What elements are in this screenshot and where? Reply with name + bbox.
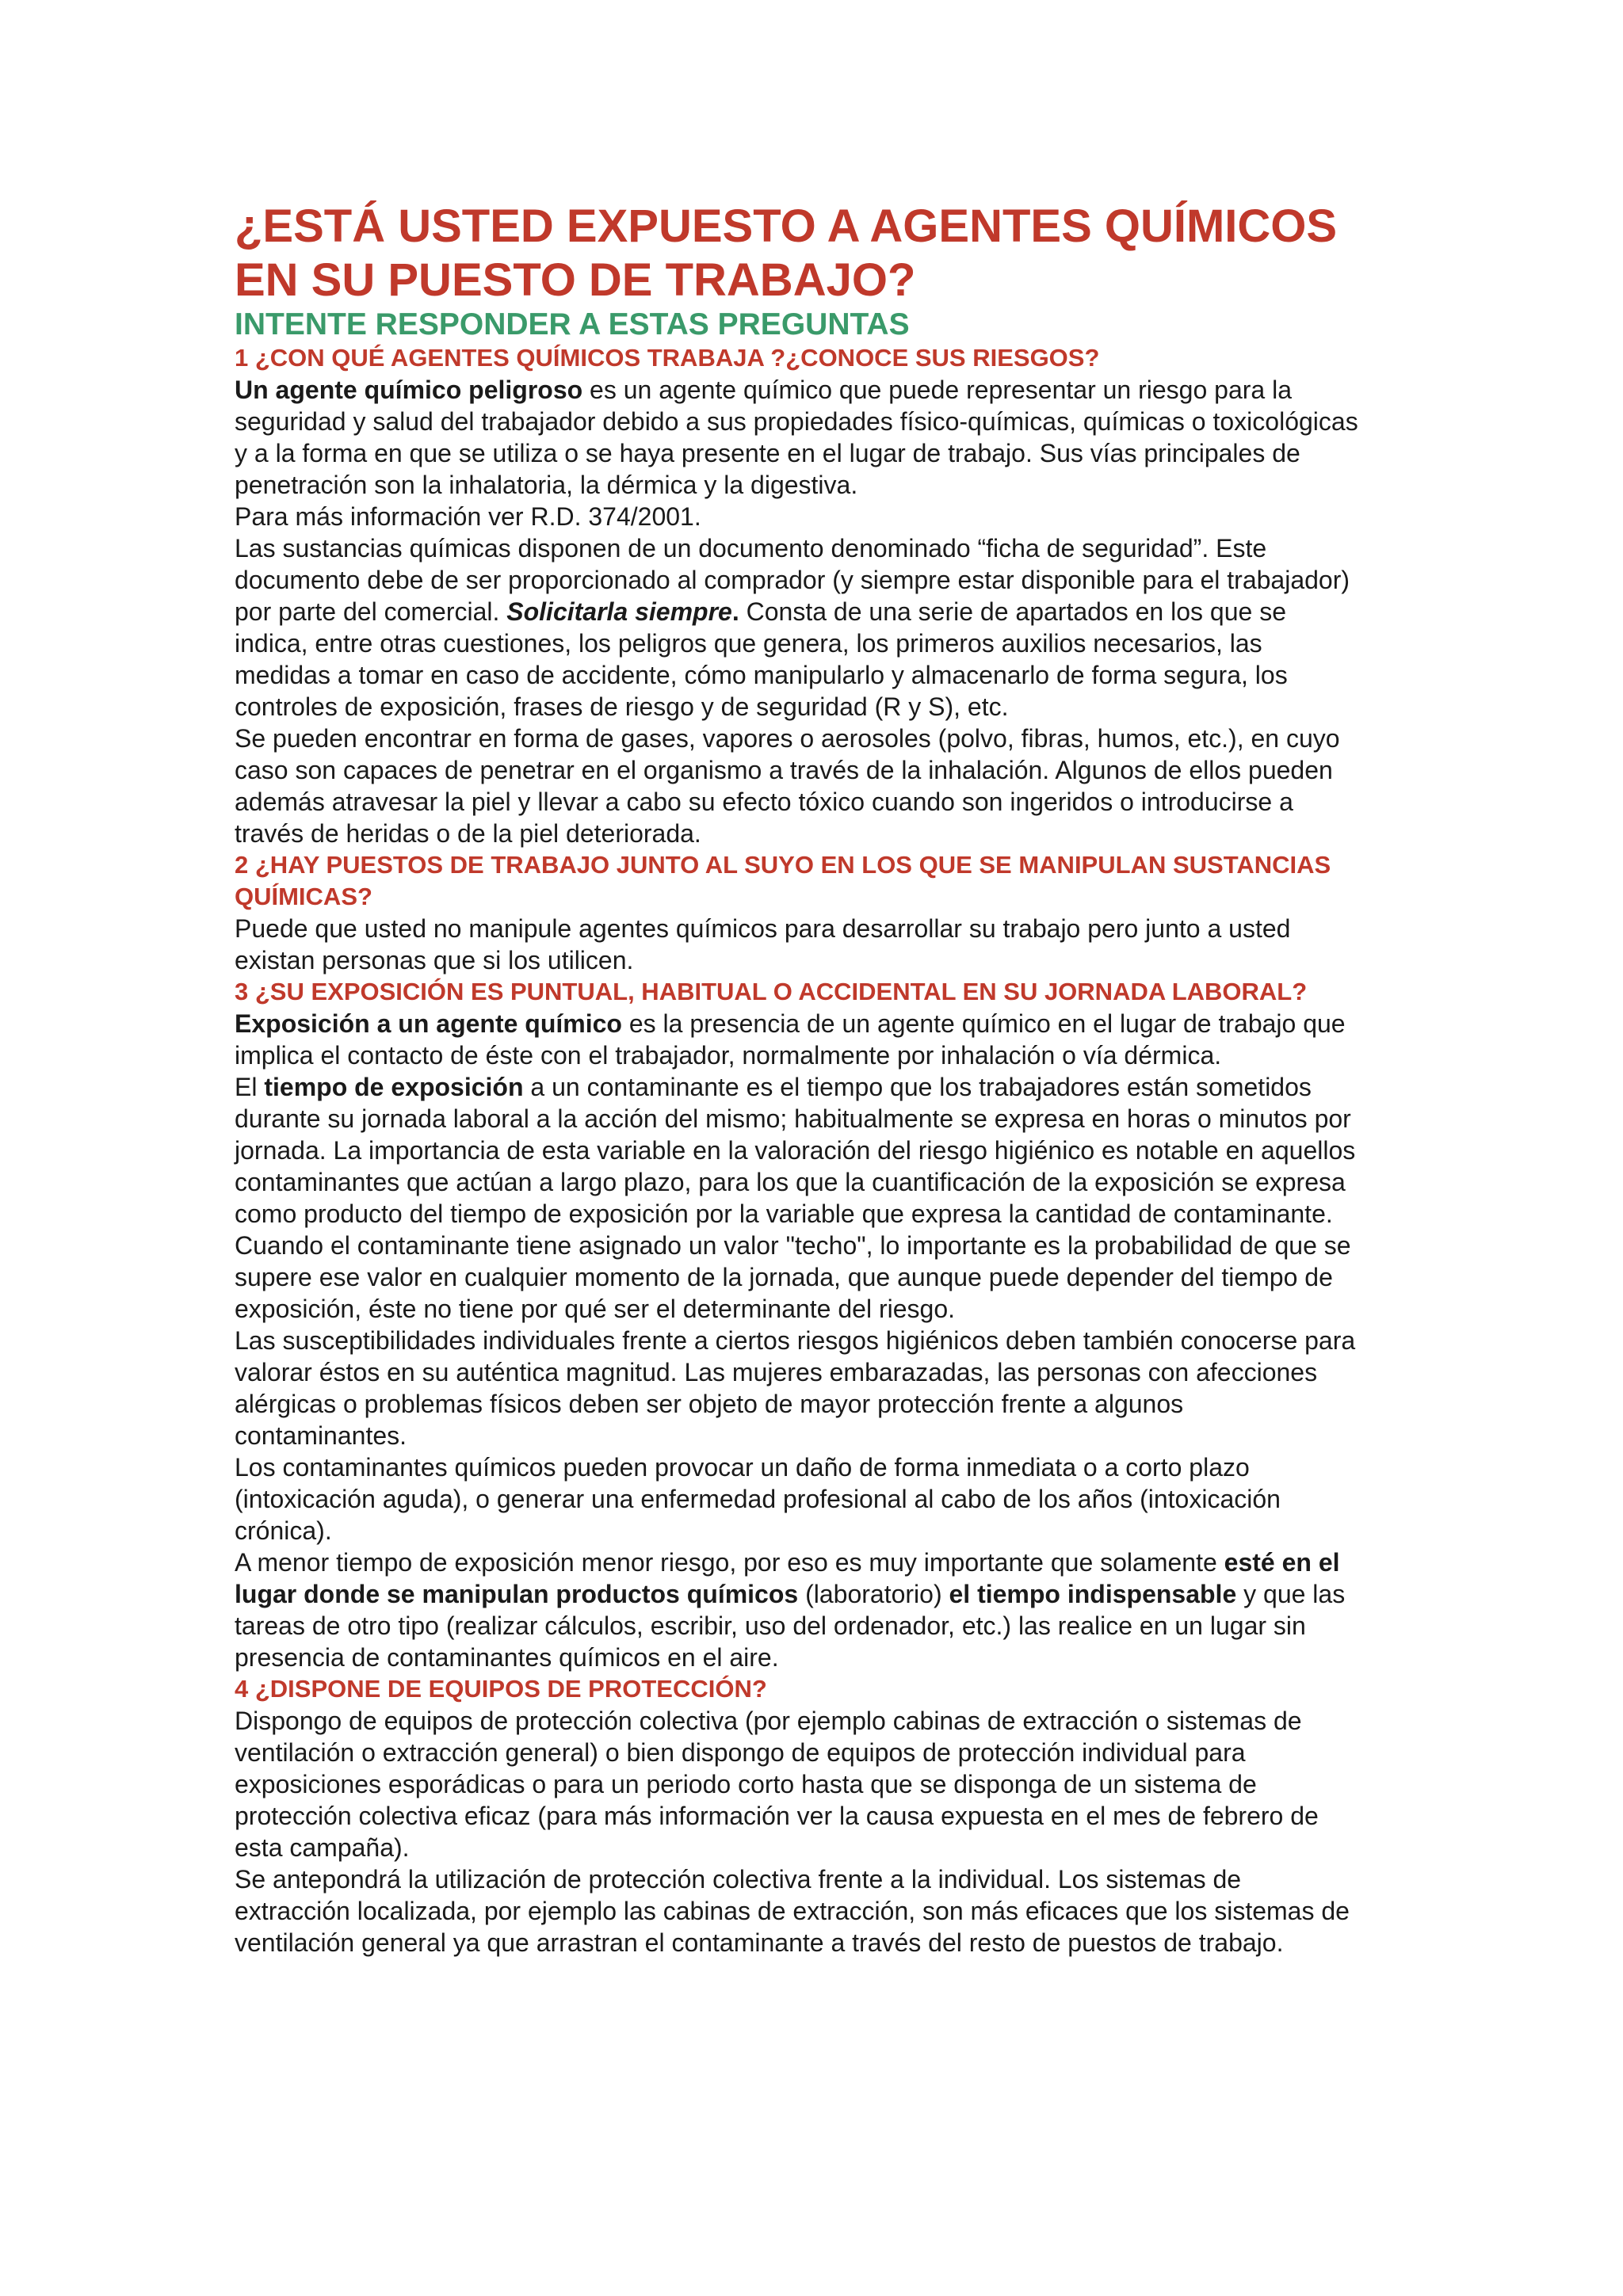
document-title: ¿ESTÁ USTED EXPUESTO A AGENTES QUÍMICOS EN SU PUESTO DE TRABAJO?: [235, 200, 1338, 306]
section-4-paragraph-1: Dispongo de equipos de protección colectiva (por ejemplo cabinas de extracción o sistemas de ventilación o extracción general) o bien dispongo de equipos de protección individual para exposiciones esporádicas o para un periodo corto hasta que se disponga de un sistema de protección colectiva eficaz (para más información ver la causa expuesta en el mes de febrero de esta campaña).: [235, 1707, 1319, 1862]
document-subtitle: INTENTE RESPONDER A ESTAS PREGUNTAS: [235, 307, 910, 341]
section-3-paragraph-1: [235, 1008, 1360, 1071]
question-4-heading: 4 ¿DISPONE DE EQUIPOS DE PROTECCIÓN?: [235, 1675, 767, 1703]
section-3-paragraph-1-text: es la presencia de un agente químico en el lugar de trabajo que implica el contacto de éste con el trabajador, normalmente por inhalación o vía dérmica.: [235, 1009, 1346, 1070]
term-agente-quimico-peligroso: Un agente químico peligroso: [235, 376, 583, 404]
section-1-paragraph-3: [235, 532, 1360, 723]
section-2-paragraph-1: Puede que usted no manipule agentes químicos para desarrollar su trabajo pero junto a usted existan personas que si los utilicen.: [235, 914, 1291, 974]
section-4-paragraph-2: Se antepondrá la utilización de protección colectiva frente a la individual. Los sistemas de extracción localizada, por ejemplo las cabinas de extracción, son más eficaces que los sistemas de ventilación general ya que arrastran el contaminante a través del resto de puestos de trabajo.: [235, 1865, 1350, 1957]
section-1-paragraph-1-text: es un agente químico que puede representar un riesgo para la seguridad y salud del trabajador debido a sus propiedades físico-químicas, químicas o toxicológicas y a la forma en que se utiliza o se haya presente en el lugar de trabajo. Sus vías principales de penetración son la inhalatoria, la dérmica y la digestiva.: [235, 376, 1358, 499]
term-exposicion-agente-quimico: Exposición a un agente químico: [235, 1009, 622, 1038]
section-3-paragraph-6-text-a: A menor tiempo de exposición menor riesgo, por eso es muy importante que solamente: [235, 1548, 1224, 1577]
question-1-heading: 1 ¿CON QUÉ AGENTES QUÍMICOS TRABAJA ?¿CONOCE SUS RIESGOS?: [235, 344, 1100, 372]
emphasis-tiempo-indispensable: el tiempo indispensable: [949, 1580, 1237, 1608]
section-3-paragraph-6-text-b: (laboratorio): [798, 1580, 949, 1608]
emphasis-dot: .: [731, 597, 739, 626]
emphasis-solicitarla-siempre: Solicitarla siempre: [506, 597, 732, 626]
section-1-paragraph-4: Se pueden encontrar en forma de gases, vapores o aerosoles (polvo, fibras, humos, etc.), en cuyo caso son capaces de penetrar en el organismo a través de la inhalación. Algunos de ellos pueden además atravesar la piel y llevar a cabo su efecto tóxico cuando son ingeridos o introducirse a través de heridas o de la piel deteriorada.: [235, 724, 1340, 848]
section-3-paragraph-6-text-c: y que las tareas de otro tipo (realizar cálculos, escribir, uso del ordenador, etc.) las realice en un lugar sin presencia de contaminantes químicos en el aire.: [235, 1580, 1346, 1672]
section-3-paragraph-5: Los contaminantes químicos pueden provocar un daño de forma inmediata o a corto plazo (intoxicación aguda), o generar una enfermedad profesional al cabo de los años (intoxicación crónica).: [235, 1453, 1281, 1545]
section-1-paragraph-1: [235, 374, 1360, 501]
section-1-paragraph-2: Para más información ver R.D. 374/2001.: [235, 502, 701, 531]
section-3-paragraph-6: [235, 1547, 1360, 1673]
term-tiempo-de-exposicion: tiempo de exposición: [264, 1073, 524, 1101]
section-3-paragraph-2-text-a: El: [235, 1073, 265, 1101]
section-1-paragraph-3-text-a: Las sustancias químicas disponen de un documento denominado “ficha de seguridad”. Este documento debe de ser proporcionado al comprador (y siempre estar disponible para el trabajador) por parte del comercial.: [235, 534, 1350, 626]
section-3-paragraph-2: [235, 1071, 1360, 1230]
section-1-paragraph-3-text-b: Consta de una serie de apartados en los que se indica, entre otras cuestiones, los peligros que genera, los primeros auxilios necesarios, las medidas a tomar en caso de accidente, cómo manipularlo y almacenarlo de forma segura, los controles de exposición, frases de riesgo y de seguridad (R y S), etc.: [235, 597, 1288, 721]
document-page: [235, 200, 1360, 1958]
section-3-paragraph-2-text-b: a un contaminante es el tiempo que los trabajadores están sometidos durante su jornada laboral a la acción del mismo; habitualmente se expresa en horas o minutos por jornada. La importancia de esta variable en la valoración del riesgo higiénico es notable en aquellos contaminantes que actúan a largo plazo, para los que la cuantificación de la exposición se expresa como producto del tiempo de exposición por la variable que expresa la cantidad de contaminante.: [235, 1073, 1356, 1228]
section-3-paragraph-3: Cuando el contaminante tiene asignado un valor "techo", lo importante es la probabilidad de que se supere ese valor en cualquier momento de la jornada, que aunque puede depender del tiempo de exposición, éste no tiene por qué ser el determinante del riesgo.: [235, 1231, 1351, 1323]
emphasis-lugar-manipulacion: esté en el lugar donde se manipulan productos químicos: [235, 1548, 1340, 1608]
question-3-heading: 3 ¿SU EXPOSICIÓN ES PUNTUAL, HABITUAL O ACCIDENTAL EN SU JORNADA LABORAL?: [235, 978, 1308, 1005]
question-2-heading: 2 ¿HAY PUESTOS DE TRABAJO JUNTO AL SUYO EN LOS QUE SE MANIPULAN SUSTANCIAS QUÍMICAS?: [235, 851, 1331, 910]
section-3-paragraph-4: Las susceptibilidades individuales frente a ciertos riesgos higiénicos deben también conocerse para valorar éstos en su auténtica magnitud. Las mujeres embarazadas, las personas con afecciones alérgicas o problemas físicos deben ser objeto de mayor protección frente a algunos contaminantes.: [235, 1326, 1356, 1450]
